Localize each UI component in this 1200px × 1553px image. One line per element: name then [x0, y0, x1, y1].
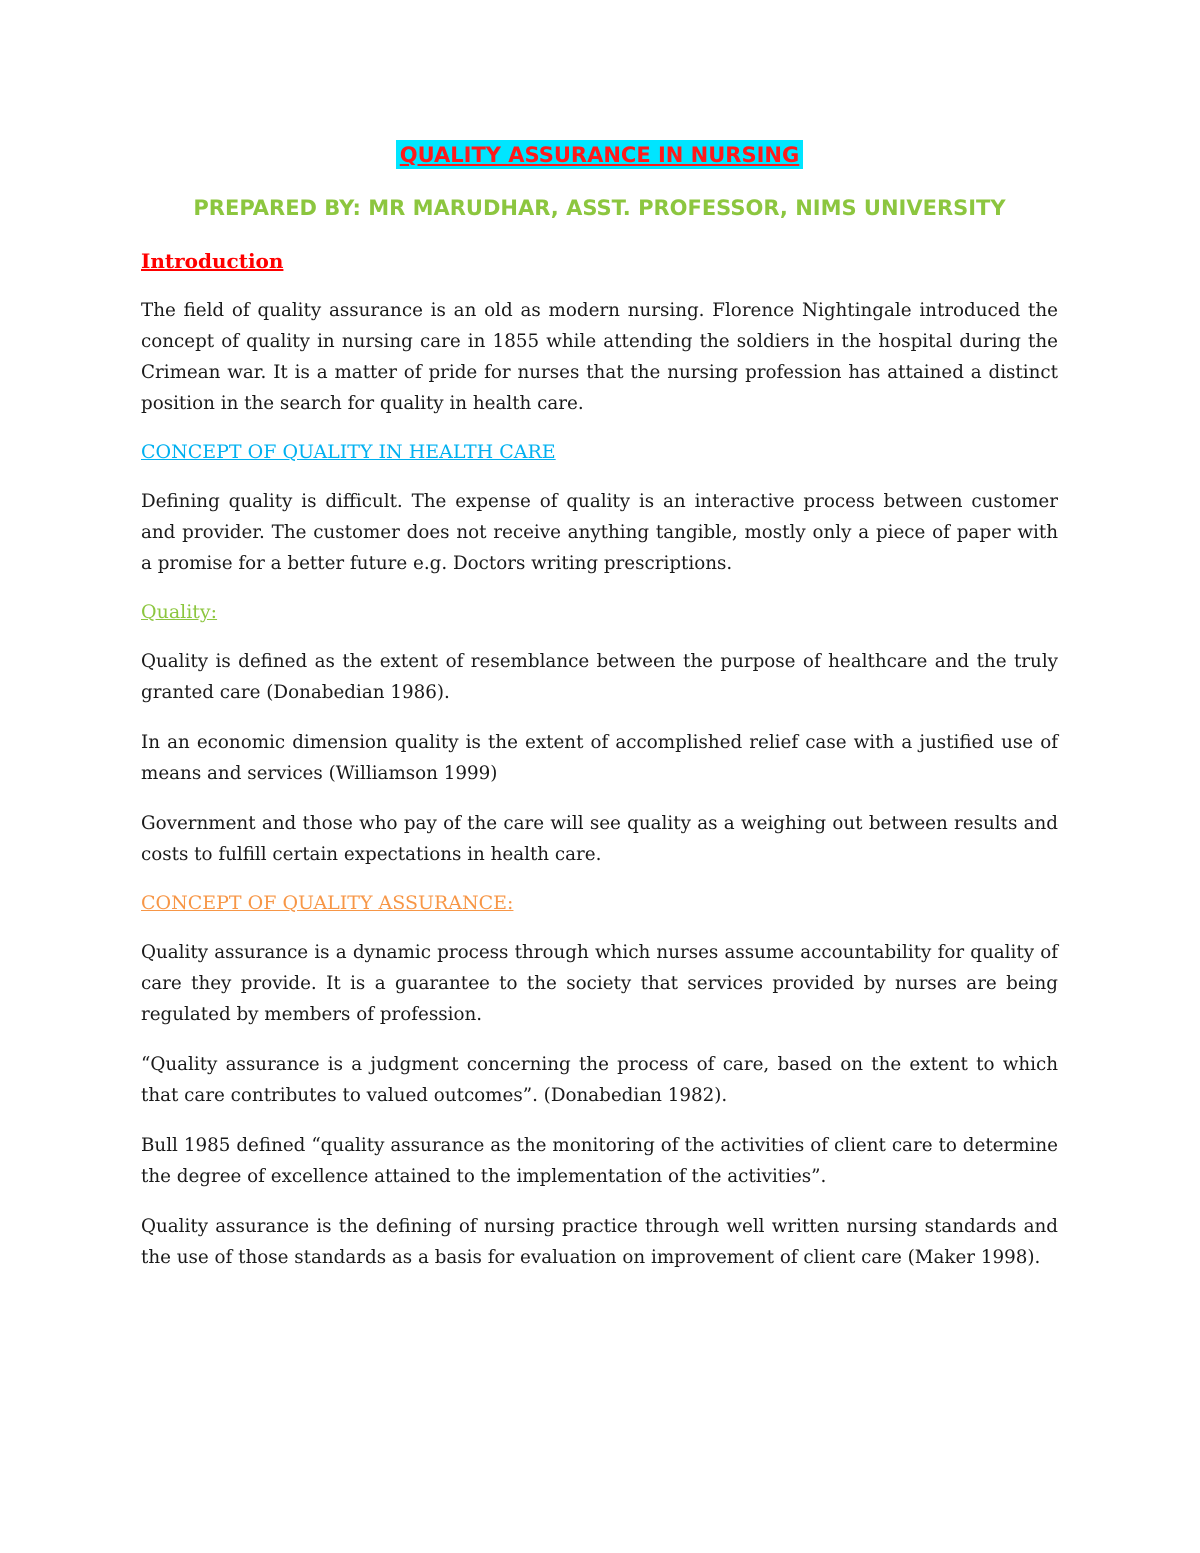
- quality-paragraph: Quality is defined as the extent of resemblance between the purpose of healthcare and the truly granted care (Donabedian 1986).: [141, 651, 1058, 703]
- document-title: QUALITY ASSURANCE IN NURSING: [396, 140, 803, 169]
- document-page: [141, 140, 1058, 1273]
- concept-qa-paragraph: Quality assurance is the defining of nursing practice through well written nursing standards and the use of those standards as a basis for evaluation on improvement of client care (Maker 1998).: [141, 1216, 1058, 1268]
- intro-paragraph: The field of quality assurance is an old as modern nursing. Florence Nightingale introduced the concept of quality in nursing care in 1855 while attending the soldiers in the hospital during the Crimean war. It is a matter of pride for nurses that the nursing profession has attained a distinct position in the search for quality in health care.: [141, 300, 1058, 414]
- concept-health-care-paragraph: Defining quality is difficult. The expense of quality is an interactive process between customer and provider. The customer does not receive anything tangible, mostly only a piece of paper with a promise for a better future e.g. Doctors writing prescriptions.: [141, 491, 1058, 574]
- title-container: [141, 140, 1058, 174]
- quality-paragraph: Government and those who pay of the care will see quality as a weighing out between results and costs to fulfill certain expectations in health care.: [141, 813, 1058, 865]
- concept-qa-paragraph: Quality assurance is a dynamic process through which nurses assume accountability for quality of care they provide. It is a guarantee to the society that services provided by nurses are being regulated by members of profession.: [141, 942, 1058, 1025]
- heading-concept-health-care: CONCEPT OF QUALITY IN HEALTH CARE: [141, 441, 556, 463]
- quality-paragraph: In an economic dimension quality is the extent of accomplished relief case with a justified use of means and services (Williamson 1999): [141, 732, 1058, 784]
- heading-concept-quality-assurance: CONCEPT OF QUALITY ASSURANCE:: [141, 892, 514, 914]
- heading-introduction: Introduction: [141, 249, 284, 273]
- heading-quality: Quality:: [141, 601, 218, 623]
- concept-qa-paragraph: “Quality assurance is a judgment concerning the process of care, based on the extent to which that care contributes to valued outcomes”. (Donabedian 1982).: [141, 1054, 1058, 1106]
- prepared-by: PREPARED BY: MR MARUDHAR, ASST. PROFESSOR, NIMS UNIVERSITY: [193, 196, 1006, 220]
- concept-qa-paragraph: Bull 1985 defined “quality assurance as the monitoring of the activities of client care to determine the degree of excellence attained to the implementation of the activities”.: [141, 1135, 1058, 1187]
